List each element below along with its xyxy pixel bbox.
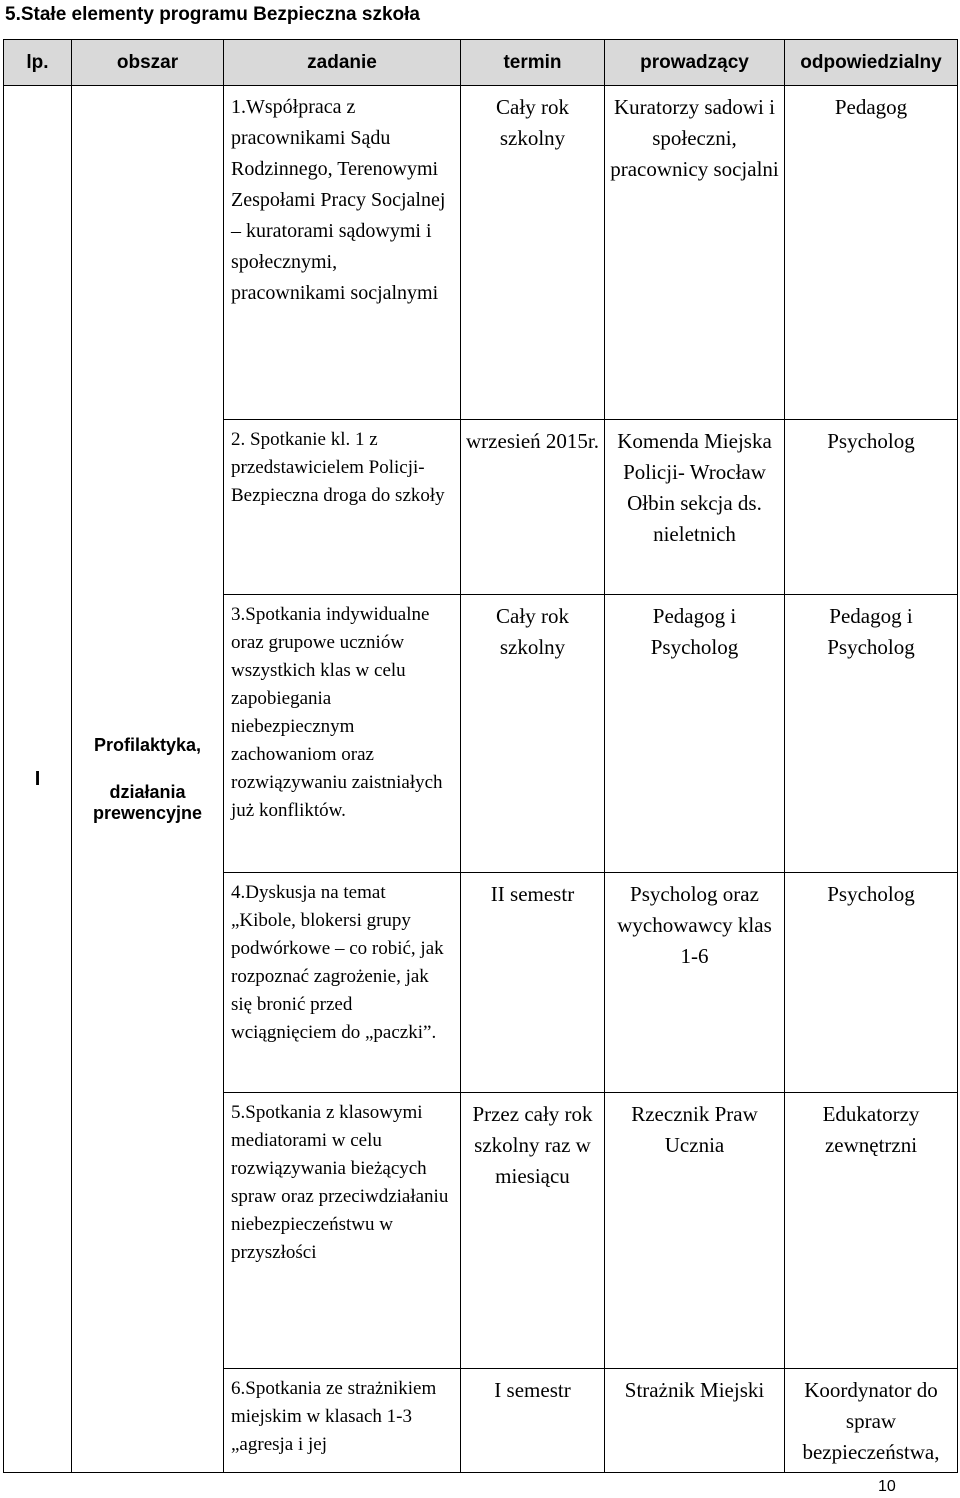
resp-cell: Pedagog i Psycholog bbox=[785, 595, 958, 873]
program-table bbox=[3, 39, 958, 1473]
col-header-lp: lp. bbox=[4, 40, 72, 86]
task-cell: 4.Dyskusja na temat „Kibole, blokersi grupy podwórkowe – co robić, jak rozpoznać zagrożenie, jak się bronić przed wciągnięciem do „paczki”. bbox=[224, 873, 461, 1093]
section-heading: 5.Stałe elementy programu Bezpieczna szkoła bbox=[5, 4, 420, 25]
lead-cell: Kuratorzy sadowi i społeczni, pracownicy socjalni bbox=[605, 86, 785, 420]
area-line1: Profilaktyka, bbox=[93, 734, 202, 755]
task-cell: 1.Współpraca z pracownikami Sądu Rodzinnego, Terenowymi Zespołami Pracy Socjalnej – kuratorami sądowymi i społecznymi, pracownikami socjalnymi bbox=[224, 86, 461, 420]
lead-cell: Komenda Miejska Policji- Wrocław Ołbin sekcja ds. nieletnich bbox=[605, 420, 785, 595]
area-cell bbox=[72, 86, 224, 1473]
term-cell: wrzesień 2015r. bbox=[461, 420, 605, 595]
col-header-resp: odpowiedzialny bbox=[785, 40, 958, 86]
term-cell: Przez cały rok szkolny raz w miesiącu bbox=[461, 1093, 605, 1369]
page-number: 10 bbox=[878, 1478, 896, 1495]
resp-cell: Psycholog bbox=[785, 873, 958, 1093]
term-cell: I semestr bbox=[461, 1369, 605, 1473]
table-row bbox=[4, 86, 958, 420]
term-cell: Cały rok szkolny bbox=[461, 595, 605, 873]
area-line2: działania prewencyjne bbox=[92, 781, 203, 823]
task-cell: 2. Spotkanie kl. 1 z przedstawicielem Policji- Bezpieczna droga do szkoły bbox=[224, 420, 461, 595]
task-cell: 6.Spotkania ze strażnikiem miejskim w klasach 1-3 „agresja i jej bbox=[224, 1369, 461, 1473]
task-cell: 5.Spotkania z klasowymi mediatorami w celu rozwiązywania bieżących spraw oraz przeciwdziałaniu niebezpieczeństwu w przyszłości bbox=[224, 1093, 461, 1369]
lead-cell: Rzecznik Praw Ucznia bbox=[605, 1093, 785, 1369]
col-header-term: termin bbox=[461, 40, 605, 86]
resp-cell: Pedagog bbox=[785, 86, 958, 420]
resp-cell: Koordynator do spraw bezpieczeństwa, bbox=[785, 1369, 958, 1473]
col-header-lead: prowadzący bbox=[605, 40, 785, 86]
col-header-task: zadanie bbox=[224, 40, 461, 86]
lp-cell: I bbox=[4, 86, 72, 1473]
term-cell: II semestr bbox=[461, 873, 605, 1093]
lead-cell: Pedagog i Psycholog bbox=[605, 595, 785, 873]
col-header-area: obszar bbox=[72, 40, 224, 86]
term-cell: Cały rok szkolny bbox=[461, 86, 605, 420]
lead-cell: Psycholog oraz wychowawcy klas 1-6 bbox=[605, 873, 785, 1093]
lead-cell: Strażnik Miejski bbox=[605, 1369, 785, 1473]
table-header-row bbox=[4, 40, 958, 86]
resp-cell: Edukatorzy zewnętrzni bbox=[785, 1093, 958, 1369]
resp-cell: Psycholog bbox=[785, 420, 958, 595]
task-cell: 3.Spotkania indywidualne oraz grupowe uczniów wszystkich klas w celu zapobiegania niebezpiecznym zachowaniom oraz rozwiązywaniu zaistniałych już konfliktów. bbox=[224, 595, 461, 873]
